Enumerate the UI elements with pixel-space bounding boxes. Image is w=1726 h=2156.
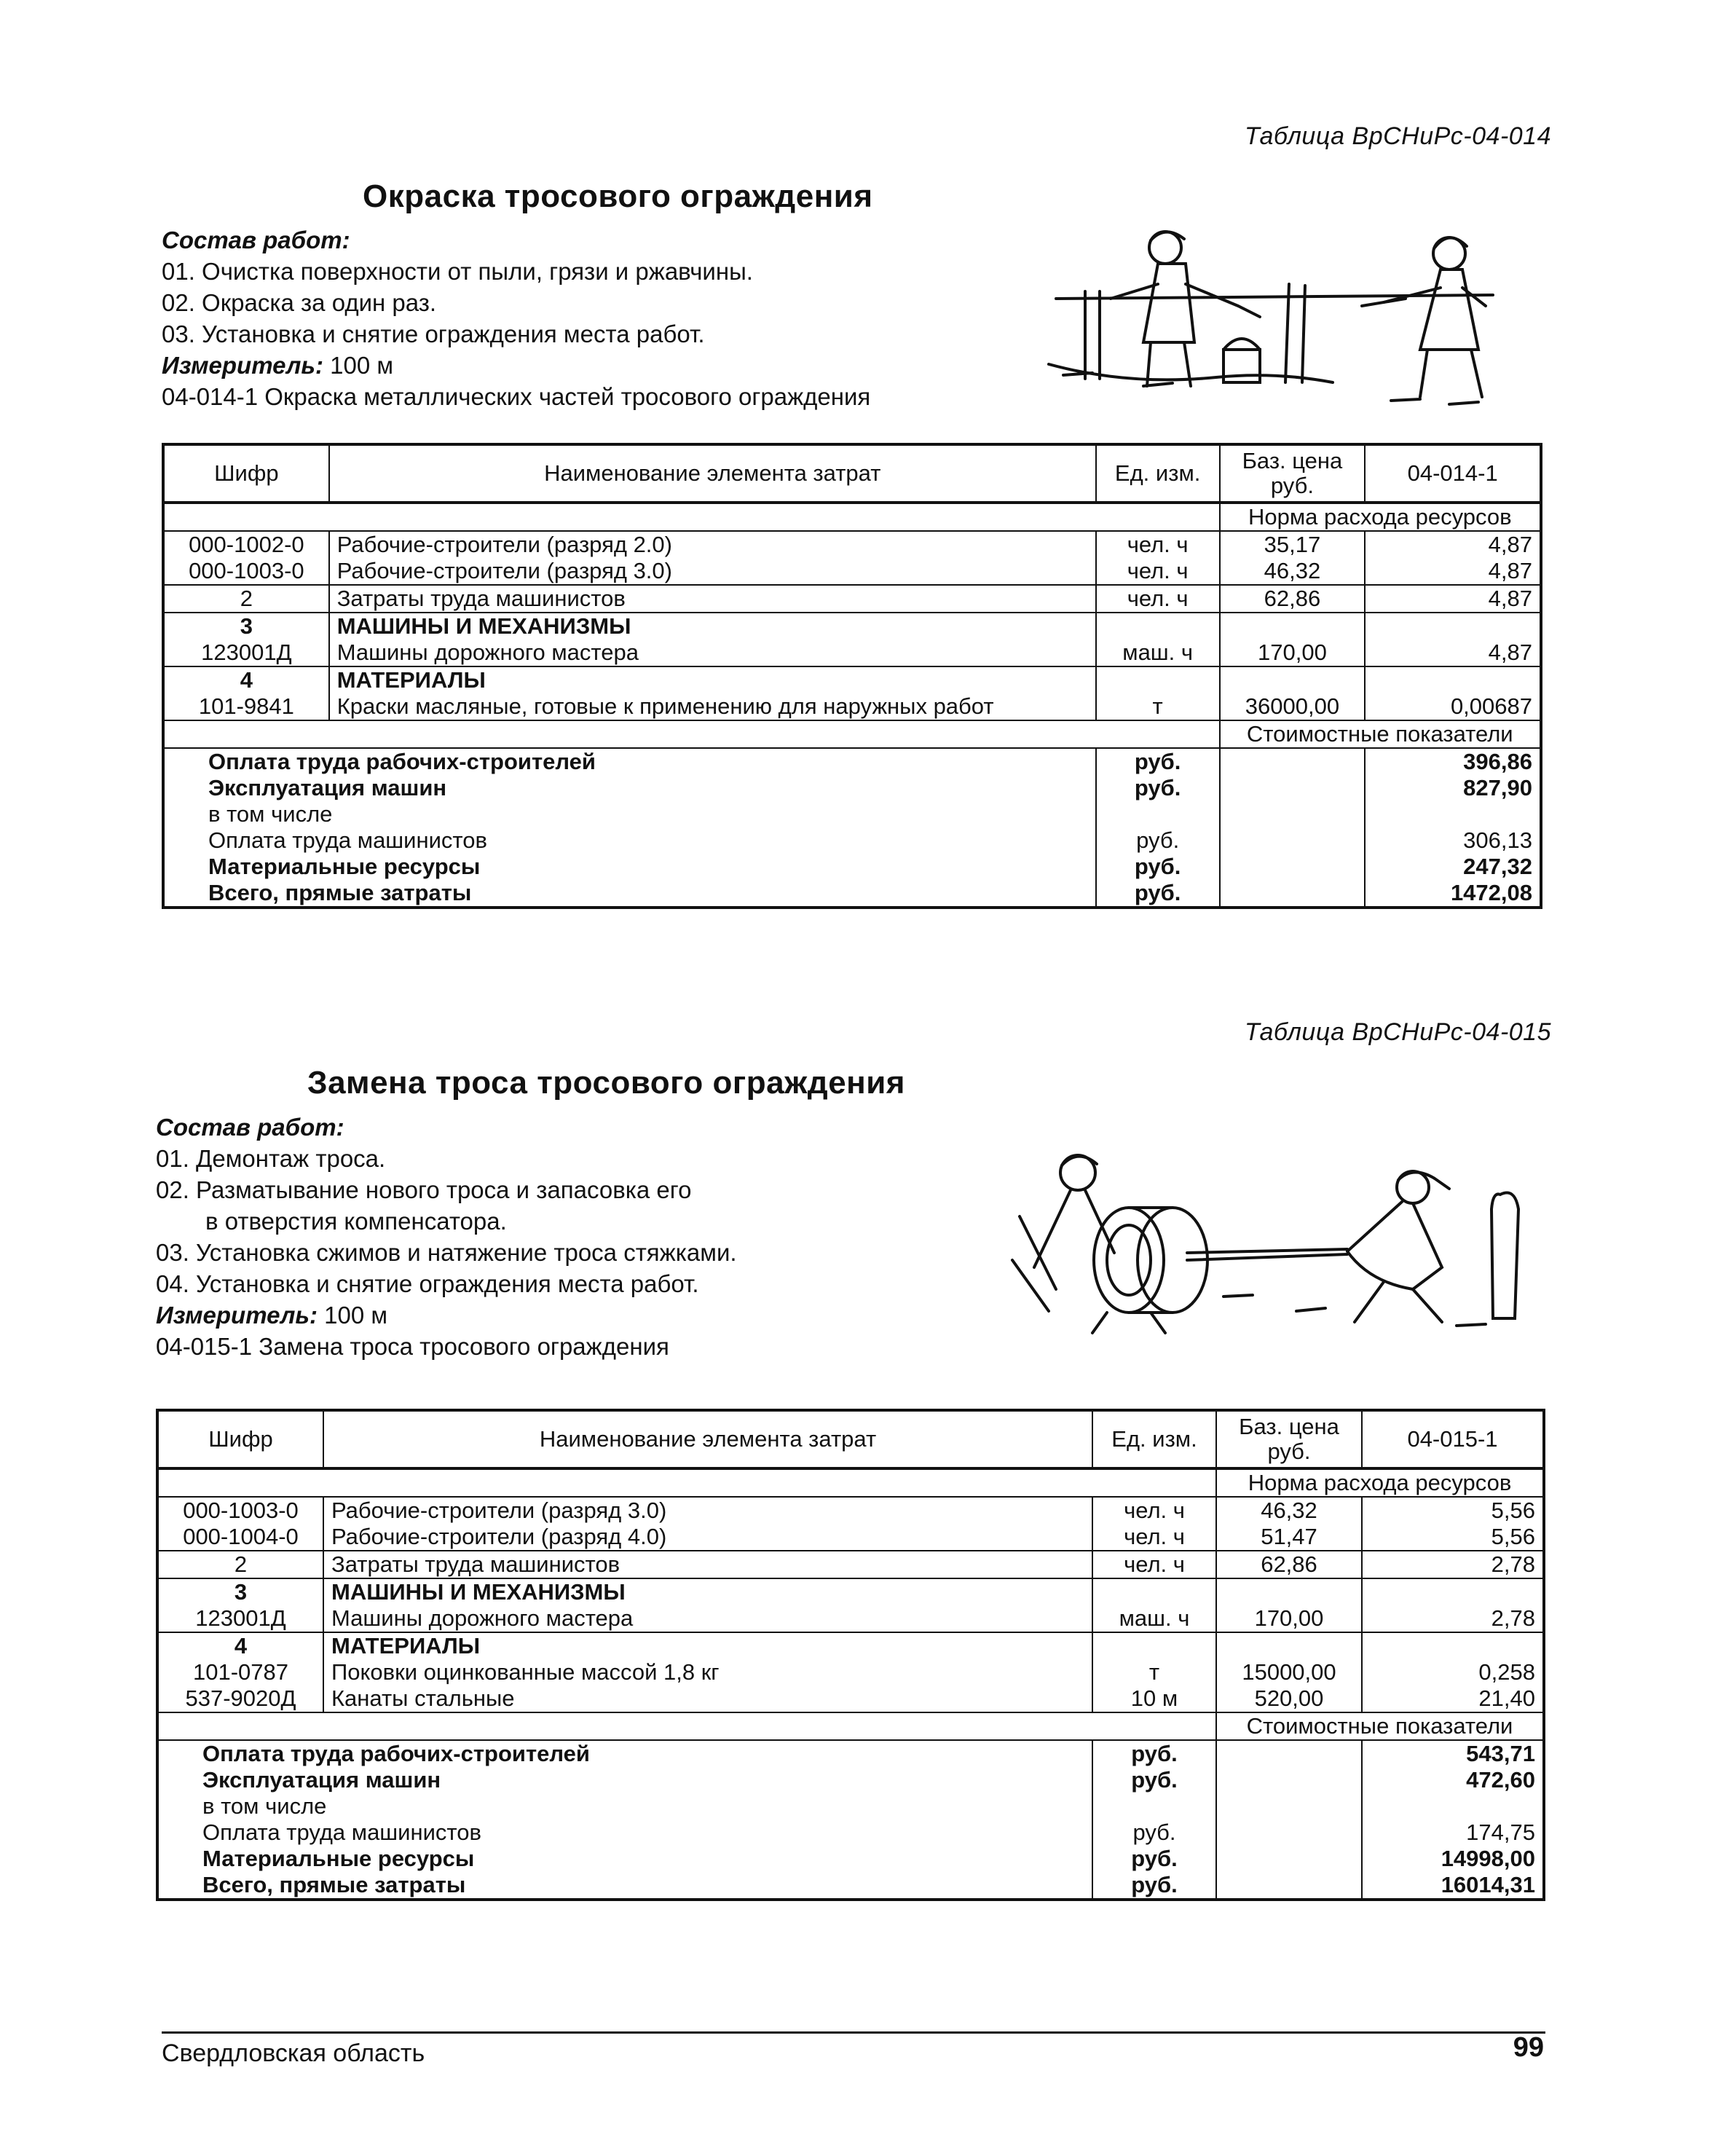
table-row: 000-1003-0 Рабочие-строители (разряд 3.0) чел. ч 46,32 5,56	[157, 1497, 1544, 1524]
table-reference: Таблица ВрСНиРс-04-014	[1244, 122, 1551, 150]
header-unit: Ед. изм.	[1096, 444, 1220, 503]
work-composition	[156, 1112, 737, 1362]
table-row: 000-1002-0 Рабочие-строители (разряд 2.0) чел. ч 35,17 4,87	[163, 531, 1541, 558]
table-row: 123001Д Машины дорожного мастера маш. ч 170,00 2,78	[157, 1605, 1544, 1632]
work-item: 03. Установка и снятие ограждения места работ.	[162, 320, 705, 347]
header-name: Наименование элемента затрат	[329, 444, 1096, 503]
cost-row: Эксплуатация машин руб. 472,60	[157, 1767, 1544, 1793]
cost-row: Материальные ресурсы руб. 14998,00	[157, 1846, 1544, 1872]
cost-row: Оплата труда рабочих-строителей руб. 396,86	[163, 748, 1541, 775]
table-row: 000-1004-0 Рабочие-строители (разряд 4.0) чел. ч 51,47 5,56	[157, 1524, 1544, 1551]
cost-row: Оплата труда рабочих-строителей руб. 543,71	[157, 1740, 1544, 1767]
table-reference: Таблица ВрСНиРс-04-015	[1244, 1018, 1551, 1046]
page-number: 99	[1513, 2032, 1544, 2063]
illustration-painting-icon	[1041, 219, 1508, 408]
work-item: 04. Установка и снятие ограждения места работ.	[156, 1270, 699, 1297]
work-item: 01. Очистка поверхности от пыли, грязи и ржавчины.	[162, 258, 753, 285]
header-unit: Ед. изм.	[1092, 1410, 1216, 1468]
work-heading: Состав работ:	[156, 1114, 344, 1141]
work-heading: Состав работ:	[162, 227, 350, 253]
work-item: 02. Окраска за один раз.	[162, 289, 437, 316]
norm-line: 04-015-1 Замена троса тросового ограждения	[156, 1333, 669, 1360]
work-item: 01. Демонтаж троса.	[156, 1145, 386, 1172]
table-row: 000-1003-0 Рабочие-строители (разряд 3.0) чел. ч 46,32 4,87	[163, 558, 1541, 585]
cost-row: Оплата труда машинистов руб. 306,13	[163, 827, 1541, 854]
work-item: 02. Разматывание нового троса и запасовка его	[156, 1176, 692, 1203]
table-row: 2 Затраты труда машинистов чел. ч 62,86 4,87	[163, 585, 1541, 613]
group-row: 4 МАТЕРИАЛЫ	[157, 1632, 1544, 1659]
table-row: 537-9020Д Канаты стальные 10 м 520,00 21,40	[157, 1685, 1544, 1712]
section-title: Замена троса тросового ограждения	[307, 1065, 905, 1101]
cost-table	[162, 443, 1542, 909]
cost-row: Материальные ресурсы руб. 247,32	[163, 854, 1541, 880]
meter-line	[162, 350, 870, 381]
resources-band: Норма расхода ресурсов	[1220, 503, 1541, 531]
table-row: 2 Затраты труда машинистов чел. ч 62,86 2,78	[157, 1551, 1544, 1578]
work-composition	[162, 224, 870, 412]
header-norm: 04-014-1	[1365, 444, 1541, 503]
resources-band: Норма расхода ресурсов	[1216, 1468, 1544, 1497]
table-row: 101-9841 Краски масляные, готовые к применению для наружных работ т 36000,00 0,00687	[163, 693, 1541, 720]
footer-region: Свердловская область	[162, 2039, 425, 2067]
cost-table	[156, 1409, 1545, 1901]
cost-band: Стоимостные показатели	[1216, 1712, 1544, 1740]
section-title: Окраска тросового ограждения	[363, 178, 873, 214]
header-code: Шифр	[157, 1410, 323, 1468]
header-code: Шифр	[163, 444, 329, 503]
meter-value: 100 м	[324, 1302, 388, 1329]
group-row: 4 МАТЕРИАЛЫ	[163, 666, 1541, 693]
table-row: 123001Д Машины дорожного мастера маш. ч 170,00 4,87	[163, 640, 1541, 666]
cost-row: Оплата труда машинистов руб. 174,75	[157, 1819, 1544, 1846]
header-name: Наименование элемента затрат	[323, 1410, 1092, 1468]
work-item: 03. Установка сжимов и натяжение троса стяжками.	[156, 1239, 737, 1266]
norm-line: 04-014-1 Окраска металлических частей тросового ограждения	[162, 383, 871, 410]
header-price: Баз. цена руб.	[1216, 1410, 1362, 1468]
meter-value: 100 м	[330, 352, 394, 379]
group-row: 3 МАШИНЫ И МЕХАНИЗМЫ	[157, 1578, 1544, 1605]
cost-row: в том числе	[163, 801, 1541, 827]
cost-row: Всего, прямые затраты руб. 1472,08	[163, 880, 1541, 908]
footer-divider	[162, 2031, 1545, 2034]
cost-row: в том числе	[157, 1793, 1544, 1819]
cost-band: Стоимостные показатели	[1220, 720, 1541, 748]
work-item: в отверстия компенсатора.	[205, 1208, 507, 1235]
header-price: Баз. цена руб.	[1220, 444, 1366, 503]
cost-row: Всего, прямые затраты руб. 16014,31	[157, 1872, 1544, 1900]
meter-label: Измеритель:	[156, 1302, 318, 1329]
group-row: 3 МАШИНЫ И МЕХАНИЗМЫ	[163, 613, 1541, 640]
meter-label: Измеритель:	[162, 352, 323, 379]
header-norm: 04-015-1	[1362, 1410, 1544, 1468]
cost-row: Эксплуатация машин руб. 827,90	[163, 775, 1541, 801]
table-row: 101-0787 Поковки оцинкованные массой 1,8 кг т 15000,00 0,258	[157, 1659, 1544, 1685]
meter-line	[156, 1299, 737, 1331]
illustration-cable-reel-icon	[1005, 1144, 1537, 1340]
